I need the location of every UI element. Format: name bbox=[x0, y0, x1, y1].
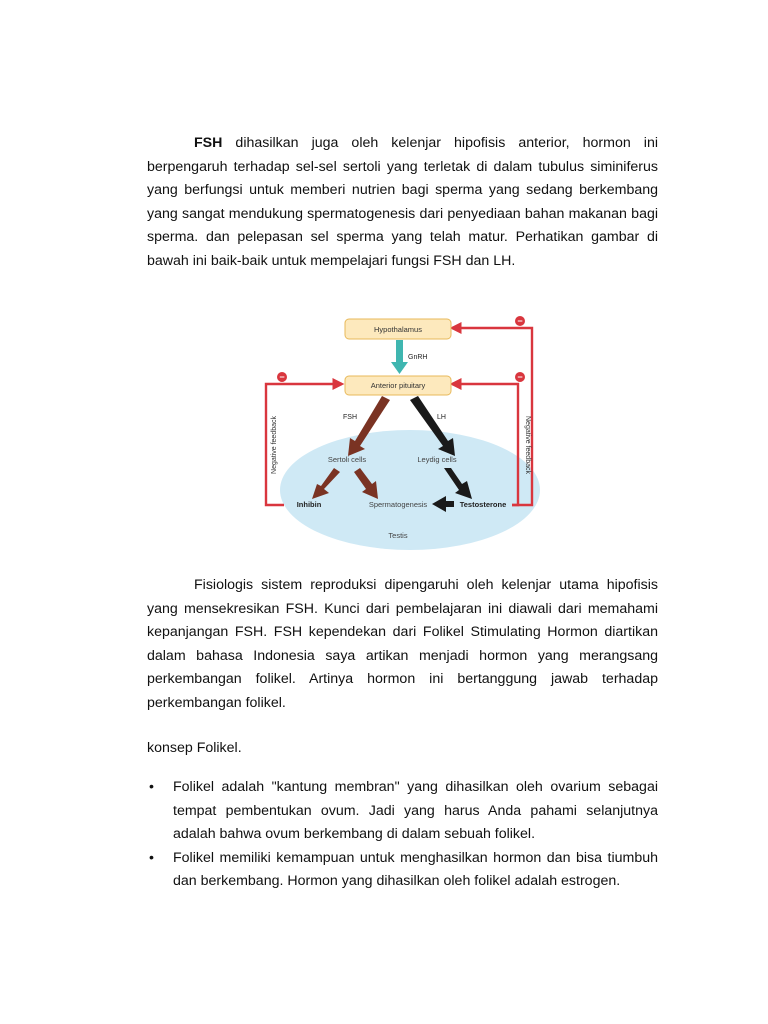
leydig-label: Leydig cells bbox=[417, 455, 457, 464]
svg-text:−: − bbox=[279, 372, 285, 382]
gnrh-label: GnRH bbox=[408, 354, 428, 361]
anterior-pituitary-label: Anterior pituitary bbox=[370, 381, 426, 390]
term-fsh: FSH bbox=[194, 135, 223, 151]
gnrh-arrow bbox=[391, 340, 408, 374]
paragraph-fisiologis bbox=[147, 574, 658, 716]
paragraph-fisiologis-text: Fisiologis sistem reproduksi dipengaruhi oleh kelenjar utama hipofisis yang mensekresikan FSH. Kunci dari pembelajaran ini diawali dari memahami kepanjangan FSH. FSH kependekan dari Folikel Stimulating Hormon diartikan dalam bahasa Indonesia saya artikan menjadi hormon yang merangsang perkembangan folikel. Artinya hormon ini bertanggung jawab terhadap perkembangan folikel. bbox=[147, 577, 658, 711]
bullet-text: Folikel memiliki kemampuan untuk menghasilkan hormon dan bisa tiumbuh dan berkembang. Hormon yang dihasilkan oleh folikel adalah estrogen. bbox=[173, 849, 658, 890]
konsep-folikel-heading: konsep Folikel. bbox=[147, 740, 242, 756]
spermatogenesis-label: Spermatogenesis bbox=[368, 500, 428, 509]
testosterone-label: Testosterone bbox=[459, 500, 507, 509]
sertoli-label: Sertoli cells bbox=[327, 455, 367, 464]
list-item bbox=[147, 847, 658, 894]
minus-badge-mid-right bbox=[515, 372, 525, 382]
hypothalamus-label: Hypothalamus bbox=[374, 325, 422, 334]
diagram-svg bbox=[262, 310, 550, 554]
hormone-feedback-diagram bbox=[262, 310, 550, 554]
bullet-dot: • bbox=[149, 849, 154, 866]
paragraph-fsh bbox=[147, 132, 658, 274]
feedback-label-left: Negative feedback bbox=[271, 416, 278, 474]
svg-text:−: − bbox=[517, 316, 523, 326]
list-item bbox=[147, 776, 658, 847]
svg-text:−: − bbox=[517, 372, 523, 382]
bullet-dot: • bbox=[149, 779, 154, 795]
fsh-label: FSH bbox=[343, 414, 357, 421]
feedback-label-right: Negative feedback bbox=[524, 416, 531, 474]
lh-label: LH bbox=[437, 414, 446, 421]
inhibin-label: Inhibin bbox=[296, 500, 322, 509]
bullet-text: Folikel adalah "kantung membran" yang dihasilkan oleh ovarium sebagai tempat pembentukan ovum. Jadi yang harus Anda pahami selanjutnya adalah bahwa ovum berkembang di dalam sebuah folikel. bbox=[173, 779, 658, 843]
minus-badge-top-right bbox=[515, 316, 525, 326]
minus-badge-left bbox=[277, 372, 287, 382]
folikel-bullet-list bbox=[147, 776, 658, 894]
paragraph-fsh-text: dihasilkan juga oleh kelenjar hipofisis anterior, hormon ini berpengaruh terhadap sel-sel sertoli yang terletak di dalam tubulus siminiferus yang berfungsi untuk memberi nutrien bagi sperma yang sedang berkembang yang sangat mendukung spermatogenesis dari penyediaan bahan makanan bagi sperma. dan pelepasan sel sperma yang telah matur. Perhatikan gambar di bawah ini baik-baik untuk mempelajari fungsi FSH dan LH. bbox=[147, 135, 658, 269]
testis-label: Testis bbox=[388, 531, 408, 540]
